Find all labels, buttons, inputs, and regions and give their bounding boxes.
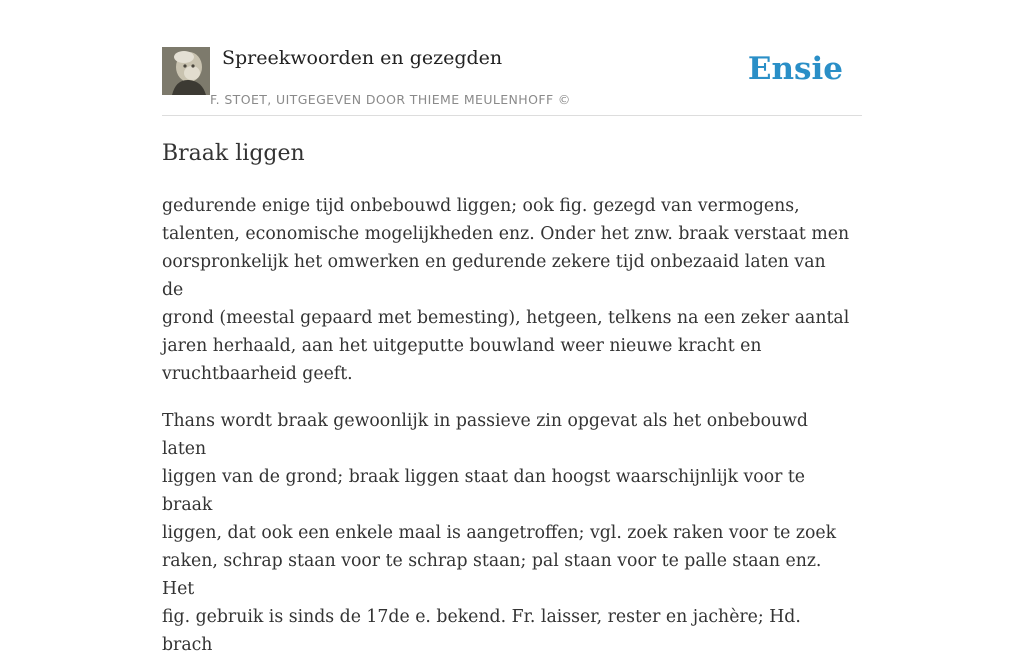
avatar [162, 47, 210, 95]
body-line: jaren herhaald, aan het uitgeputte bouwland weer nieuwe kracht en [162, 336, 762, 356]
source-publisher: F. STOET, UITGEGEVEN DOOR THIEME MEULENHOFF © [210, 92, 571, 107]
body-line: talenten, economische mogelijkheden enz. Onder het znw. braak verstaat men [162, 224, 850, 244]
paragraph-gap [162, 388, 852, 407]
body-line: fig. gebruik is sinds de 17de e. bekend. Fr. laisser, rester en jachère; Hd. brach [162, 607, 801, 655]
body-line: gedurende enige tijd onbebouwd liggen; ook fig. gezegd van vermogens, [162, 196, 800, 216]
body-line: liggen, dat ook een enkele maal is aangetroffen; vgl. zoek raken voor te zoek [162, 523, 837, 543]
entry-title: Braak liggen [162, 141, 305, 166]
source-header [162, 44, 862, 116]
ensie-logo-link[interactable]: Ensie [747, 51, 843, 87]
body-line: oorspronkelijk het omwerken en gedurende zekere tijd onbezaaid laten van de [162, 252, 826, 300]
body-line: grond (meestal gepaard met bemesting), hetgeen, telkens na een zeker aantal [162, 308, 850, 328]
entry-body [162, 192, 852, 659]
body-line: Thans wordt braak gewoonlijk in passieve zin opgevat als het onbebouwd laten [162, 411, 808, 459]
source-title[interactable]: Spreekwoorden en gezegden [222, 47, 503, 69]
body-line: raken, schrap staan voor te schrap staan; pal staan voor te palle staan enz. Het [162, 551, 822, 599]
author-portrait-icon [162, 47, 210, 95]
body-line: liggen van de grond; braak liggen staat dan hoogst waarschijnlijk voor te braak [162, 467, 806, 515]
body-line: vruchtbaarheid geeft. [162, 364, 353, 384]
